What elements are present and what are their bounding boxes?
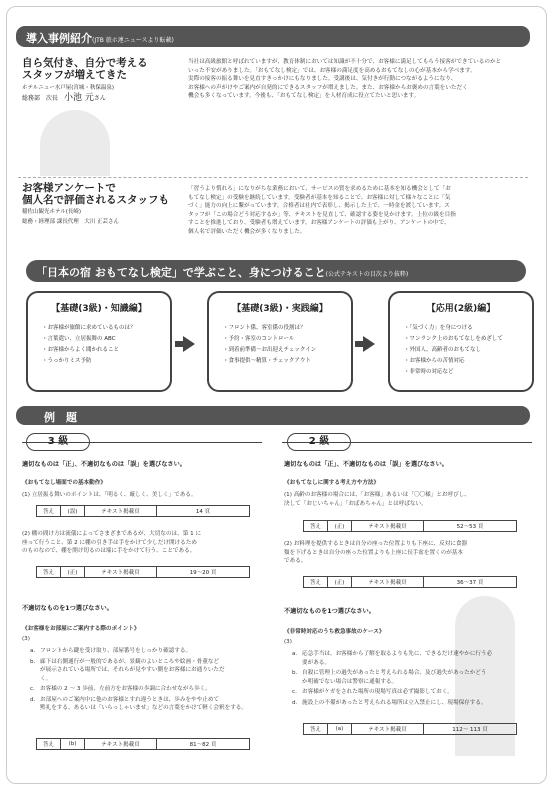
- answer-value: (正): [328, 521, 352, 531]
- text-line: 座って行うこと、第 2 に棚の引き手は手をかけて少しだけ開けるため: [22, 539, 197, 546]
- option-key: b.: [30, 658, 36, 665]
- text-line: づく」能力の向上に繋がっています。合格者は社内で表彰し、掲示した上で、一時金を渡しています。ス: [188, 203, 450, 210]
- page-label: テキスト掲載頁: [85, 506, 157, 516]
- syllabus-box-heading: 【基礎(3級)・実践編】: [232, 304, 328, 314]
- text-line: (1) 高齢のお客様の場合には、「お客様」あるいは「〇〇様」とお呼びし、: [284, 492, 470, 498]
- syllabus-box: [26, 291, 172, 392]
- case2-person: [22, 218, 119, 226]
- option-key: [30, 704, 40, 713]
- learn-title: 「日本の宿 おもてなし検定」で学ぶこと、身につけること: [36, 266, 326, 279]
- level3-answer2: [36, 566, 250, 578]
- syllabus-item: ・ 外国人、高齢者のおもてなし: [404, 345, 532, 356]
- option-text: 廊下は右側通行が一般的であるが、景観のよいところや絵画・骨董など: [40, 658, 220, 665]
- option-text: お客様がケガをされた場所の現場写真は必ず撮影しておく。: [302, 689, 453, 695]
- answer-value: (正): [328, 577, 352, 587]
- option-text: 要がある。: [302, 659, 330, 666]
- option-key: c.: [292, 689, 297, 695]
- answer-value: (b): [61, 739, 85, 749]
- page-label: テキスト掲載頁: [352, 577, 424, 587]
- page-label: テキスト掲載頁: [85, 739, 157, 749]
- syllabus-item: ・ フロント係、客室係の役割は？: [223, 323, 351, 334]
- page-value: 36〜37 頁: [456, 580, 484, 586]
- level2-section: 《おもてなしに関する考え方や方法》: [284, 480, 380, 486]
- level3-label: 3 級: [26, 433, 90, 451]
- text-line: である。: [284, 558, 307, 564]
- text-line: いった不安がありました。「おもてなし検定」では、お客様の満足度を高めるおもてなしの心が基本から学べます。: [188, 67, 476, 74]
- text-line: 類を下げるときは自分の座った位置よりも上座に長手盆を置くのが基本: [284, 549, 464, 556]
- option-text: お部屋へのご案内中に他のお客様とすれ違うときは、歩みをやや止めて: [40, 696, 220, 703]
- intro-header: [16, 26, 530, 47]
- level3-section: 《おもてなし場面での基本動作》: [22, 480, 106, 486]
- syllabus-item: ・ 言葉遣い、立居振舞の ABC: [42, 334, 170, 345]
- syllabus-box: [388, 291, 534, 392]
- text-line: タッフが「この場合どう対応するか」等、テキストを見直して、確認する姿を見かけます。上位の級を目指: [188, 211, 456, 218]
- syllabus-item: ・ 非常時の対応など: [404, 367, 532, 378]
- page-value: 112〜 113 頁: [452, 727, 488, 733]
- syllabus-list: [404, 323, 532, 378]
- option-text: 応急手当は、お客様から了解を取るよりも先に、できるだけ速やかに行う必: [302, 651, 493, 657]
- option-key: c.: [30, 686, 35, 692]
- syllabus-box-heading: 【応用(2級)編】: [426, 304, 496, 314]
- case2-text: [188, 185, 528, 237]
- answer-label: 答え: [304, 521, 328, 531]
- level3-instruction: 適切なものは「正」、不適切なものは「誤」を選びなさい。: [22, 461, 186, 468]
- level2-section2: 《非常時対応のうち救急事故のケース》: [284, 629, 385, 635]
- answer-value: (a): [328, 724, 352, 734]
- text-line: 実際の接客の振る舞いを見直すきっかけにもなりました。受講後は、気付きが行動につながるようになり、: [188, 76, 457, 83]
- level2-q3-num: (3): [284, 639, 292, 645]
- staff-illustration: [40, 110, 110, 176]
- case1-title-line2: スタッフが増えてきた: [22, 69, 127, 81]
- option-text: フロントから鍵を受け取り、部屋番号をしっかり確認する。: [40, 648, 192, 654]
- option-key: [30, 675, 40, 684]
- text-line: すことを推進しており、受験者も増えています。お客様アンケートの評価も上がり、アンケートの中で、: [188, 220, 450, 227]
- answer-label: 答え: [304, 724, 328, 734]
- syllabus-box-heading: 【基礎(3級)・知識編】: [51, 304, 147, 314]
- case2-title-line1: お客様アンケートで: [22, 182, 116, 194]
- case1-honor: さん: [93, 95, 106, 102]
- option-text: 施設上の不備があったと考えられる場所は立入禁止にし、現場保存する。: [302, 699, 487, 706]
- option-text: が展示されている場所では、それらが見やすい側をお客様にお通りいただ: [40, 667, 225, 673]
- option-text: 自殺に管理上の過失があったと考えられる場合、及び過失があったかどう: [302, 670, 487, 676]
- option-item: [292, 650, 517, 667]
- level3-options: [30, 647, 266, 715]
- level2-answer2: [303, 576, 517, 588]
- example-title: 例 題: [44, 411, 77, 424]
- learn-sub: (公式テキストの目次より抜粋): [325, 271, 409, 278]
- syllabus-box: [207, 291, 353, 392]
- option-text: か明確でない場合は警察に通報する。: [302, 678, 398, 685]
- case1-title: [22, 57, 148, 81]
- option-key: [30, 666, 40, 675]
- case1-role: 総務部 次長: [22, 95, 59, 102]
- learn-header: [26, 260, 526, 282]
- text-line: 「習うより慣れろ」になりがちな業務において、サービスの質を求めるために基本を知る機会として「お: [188, 186, 451, 192]
- text-line: のものなので、棚を開け切るのは端に手をかけて行う、ことである。: [22, 548, 196, 554]
- page-value: 14 頁: [195, 509, 211, 515]
- answer-label: 答え: [37, 739, 61, 749]
- level2-answer3: [303, 723, 517, 735]
- level3-answer1: [36, 505, 250, 517]
- divider: [18, 177, 528, 178]
- page-value: 19〜20 頁: [189, 570, 217, 576]
- level2-instruction: 適切なものは「正」、不適切なものは「誤」を選びなさい。: [284, 461, 448, 468]
- level3-q2: [22, 530, 201, 556]
- text-line: 決して「おじいちゃん」「おばあちゃん」とは呼ばない。: [284, 500, 427, 507]
- level2-answer1: [303, 520, 517, 532]
- intro-title: 導入事例紹介: [26, 32, 92, 45]
- syllabus-item: ・ お客様が旅館に求めているものは？: [42, 323, 170, 334]
- syllabus-list: [42, 323, 170, 367]
- syllabus-item: ・ お客様からの苦情対応: [404, 356, 532, 367]
- option-key: a.: [292, 651, 298, 657]
- option-item: [30, 685, 266, 694]
- text-line: 個人名で評価いただく機会が多くなりました。: [188, 228, 306, 235]
- option-item: [292, 699, 517, 708]
- example-header: [16, 406, 530, 425]
- page-label: テキスト掲載頁: [85, 567, 157, 577]
- answer-label: 答え: [37, 567, 61, 577]
- case2-title-line2: 個人名で評価されるスタッフも: [22, 194, 169, 206]
- answer-value: (誤): [61, 506, 85, 516]
- arrow-right-icon: [363, 336, 375, 352]
- case1-text: [188, 58, 528, 101]
- arrow-right-icon: [183, 336, 195, 352]
- case2-name: 大川 正芸さん: [84, 219, 120, 225]
- text-line: お客様への声がけやご案内が自発的にできるスタッフが増えました。また、お客様からお褒めの言葉をいただく: [188, 84, 468, 91]
- option-text: く。: [40, 675, 52, 682]
- option-item: [30, 658, 266, 684]
- page-label: テキスト掲載頁: [352, 521, 424, 531]
- text-line: (2) お料理を提供するときは自分の座った位置よりも下座に、反対に食器: [284, 541, 468, 547]
- option-key: a.: [30, 648, 36, 654]
- answer-label: 答え: [37, 506, 61, 516]
- level2-q2: [284, 540, 467, 566]
- text-line: (1) 立居振る舞いのポイントは、「明るく、厳しく、美しく」である。: [22, 492, 197, 498]
- level3-answer3: [36, 738, 250, 750]
- syllabus-item: ・ 到着前準備〜お出迎えチェックイン: [223, 345, 351, 356]
- level3-q1: [22, 491, 197, 500]
- option-key: b.: [292, 670, 298, 676]
- option-text: 黙礼をする、あるいは「いらっしゃいませ」などの言葉をかけて軽く会釈をする。: [40, 705, 247, 711]
- level3-q3-num: (3): [22, 636, 30, 642]
- syllabus-item: ・ ワンランク上のおもてなしをめざして: [404, 334, 532, 345]
- syllabus-item: ・ お客様からよく聞かれること: [42, 345, 170, 356]
- case1-person: [22, 94, 106, 103]
- case1-title-line1: 自ら気付き、自分で考える: [22, 57, 148, 69]
- page-label: テキスト掲載頁: [352, 724, 424, 734]
- syllabus-item: ・ 食事提供〜精算・チェックアウト: [223, 356, 351, 367]
- text-line: (2) 棚の間け方は流儀によってさまざまであるが、大切なのは、第 1 に: [22, 531, 202, 537]
- option-item: [30, 696, 266, 713]
- syllabus-item: ・ うっかりミス予防: [42, 356, 170, 367]
- text-line: もてなし検定」の受験を継続しています。受験者が基本を知ることで、お客様に対して様々なことに「気: [188, 194, 451, 201]
- syllabus-list: [223, 323, 351, 367]
- level3-choose: 不適切なものを1つ選びなさい。: [22, 605, 113, 612]
- case1-name: 小池 元: [64, 93, 94, 103]
- option-item: [292, 688, 517, 697]
- level3-section2: 《お客様をお部屋にご案内する際のポイント》: [22, 626, 140, 632]
- syllabus-item: ・ 「気づく力」を身につける: [404, 323, 532, 334]
- level2-q1: [284, 491, 470, 508]
- option-key: [292, 678, 302, 687]
- page-value: 81〜82 頁: [189, 742, 217, 748]
- intro-sub: (JTB 旅ホ連ニュースより転載): [92, 37, 174, 44]
- case2-title: [22, 182, 169, 206]
- answer-value: (正): [61, 567, 85, 577]
- text-line: 当社は高級旅館と呼ばれていますが、教育体制においては知識が不十分で、お客様に満足してもらう接客ができているのかと: [188, 59, 502, 65]
- option-text: お客様の 2 〜 3 歩前、左前方をお客様の歩調に合わせながら歩く。: [40, 686, 211, 692]
- option-item: [292, 669, 517, 686]
- option-key: d.: [292, 699, 298, 706]
- text-line: 機会も多くなっています。今後も、「おもてなし検定」を人材育成に役立てたいと思います。: [188, 93, 420, 100]
- case2-org: 稲佐山観光ホテル(長崎): [22, 209, 82, 215]
- syllabus-item: ・ 予約・客室のコントロール: [223, 334, 351, 345]
- level2-label: 2 級: [287, 433, 351, 451]
- case2-role: 総務・経理部 課長代理: [22, 219, 79, 225]
- case1-org: ホテルニュー水戸屋(宮城・秋保温泉): [22, 85, 115, 91]
- page-value: 52〜53 頁: [456, 524, 484, 530]
- option-item: [30, 647, 266, 656]
- option-key: d.: [30, 696, 36, 703]
- level2-choose: 不適切なものを1つ選びなさい。: [284, 608, 375, 615]
- answer-label: 答え: [304, 577, 328, 587]
- option-key: [292, 659, 302, 668]
- level2-options: [292, 650, 517, 709]
